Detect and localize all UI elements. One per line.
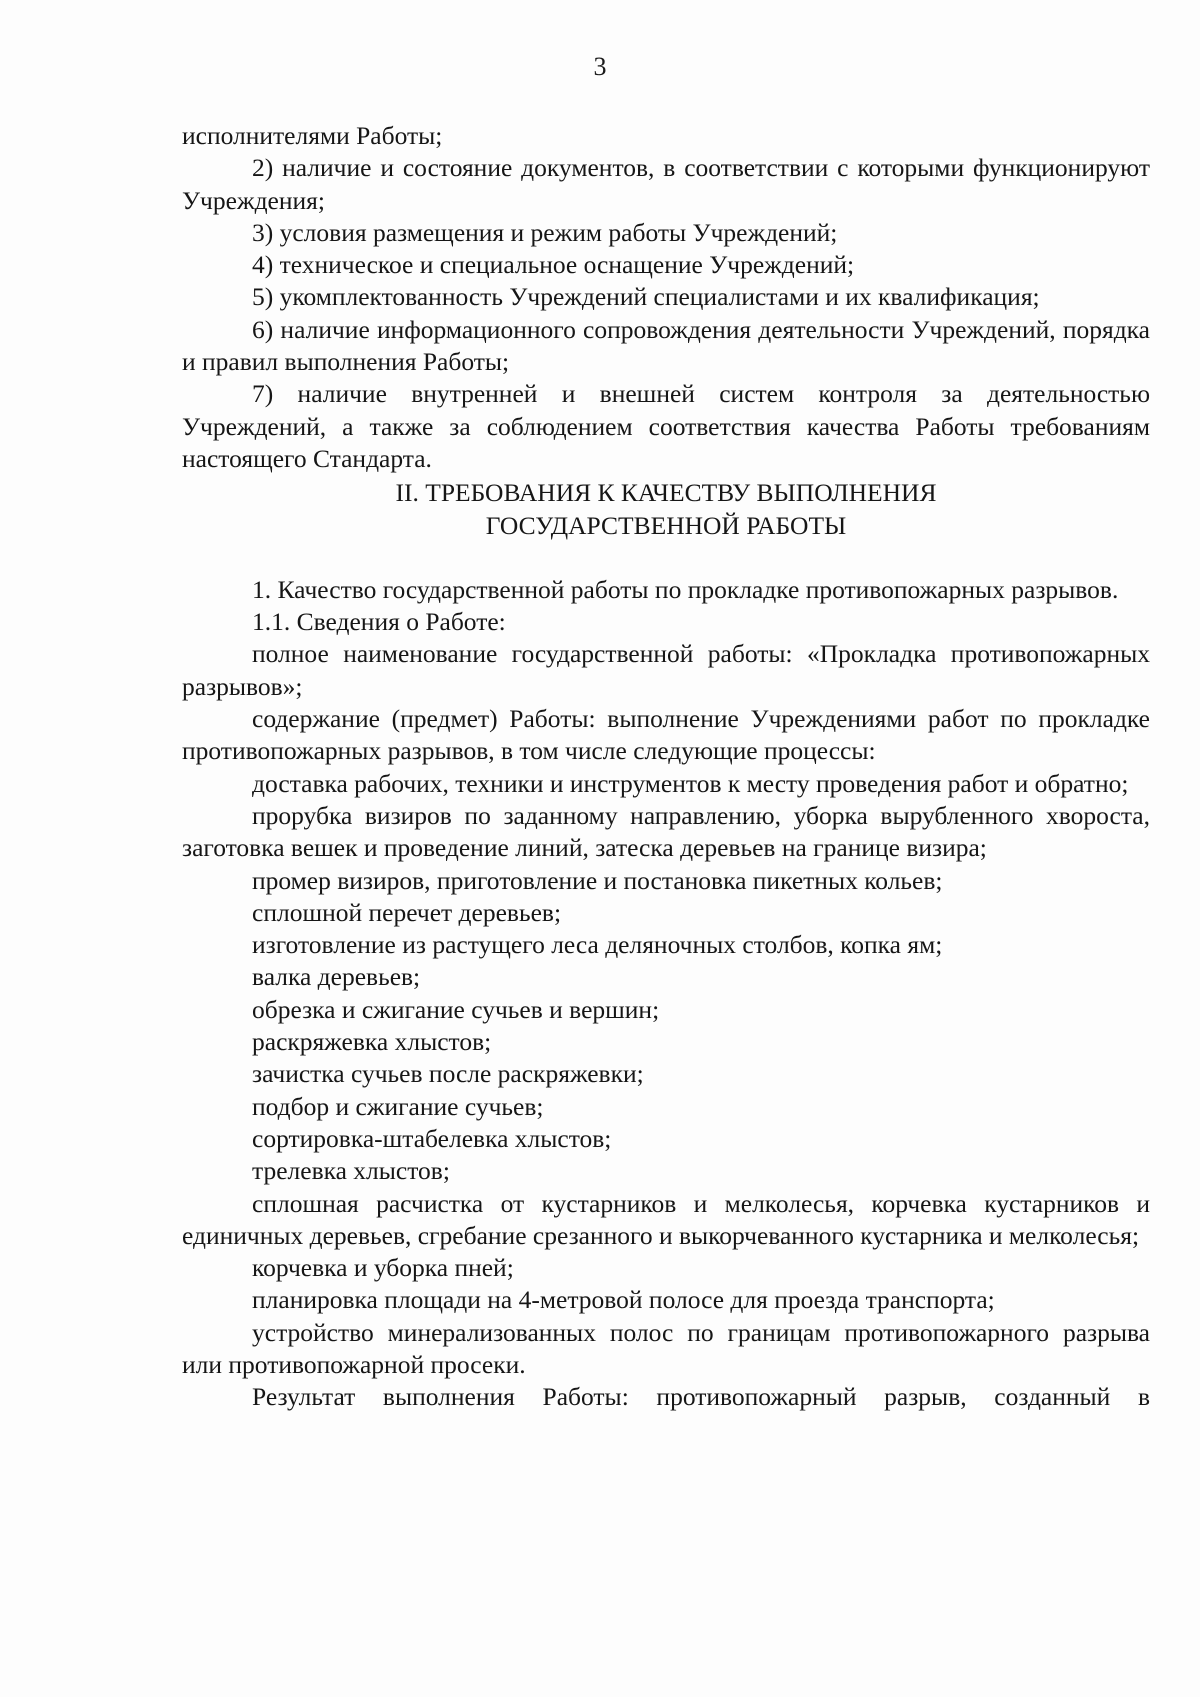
process-item: промер визиров, приготовление и постановка пикетных кольев; [252, 865, 943, 895]
list-item-7: 7) наличие внутренней и внешней систем контроля за деятельностью Учреждений, а также за соблюдением соответствия качества Работы требованиям настоящего Стандарта. [182, 379, 1150, 473]
paragraph-quality-intro: 1. Качество государственной работы по прокладке противопожарных разрывов. [252, 574, 1119, 604]
paragraph-work-result: Результат выполнения Работы: противопожарный разрыв, созданный в [252, 1382, 1150, 1412]
list-item-6: 6) наличие информационного сопровождения деятельности Учреждений, порядка и правил выполнения Работы; [182, 314, 1150, 377]
paragraph-full-name: полное наименование государственной работы: «Прокладка противопожарных разрывов»; [182, 639, 1150, 701]
process-item: корчевка и уборка пней; [252, 1253, 514, 1283]
list-item-3: 3) условия размещения и режим работы Учреждений; [252, 217, 838, 247]
process-item: подбор и сжигание сучьев; [252, 1091, 544, 1121]
paragraph-work-content: содержание (предмет) Работы: выполнение Учреждениями работ по прокладке противопожарных разрывов, в том числе следующие процессы: [182, 704, 1150, 766]
process-item: сплошная расчистка от кустарников и мелколесья, корчевка кустарников и единичных деревьев, сгребание срезанного и выкорчеванного кустарника и мелколесья; [182, 1188, 1150, 1250]
paragraph-continuation: исполнителями Работы; [182, 121, 443, 150]
process-item: обрезка и сжигание сучьев и вершин; [252, 994, 660, 1024]
process-item: изготовление из растущего леса деляночных столбов, копка ям; [252, 930, 943, 960]
process-item: зачистка сучьев после раскряжевки; [252, 1059, 644, 1089]
process-item: прорубка визиров по заданному направлению, уборка вырубленного хвороста, заготовка вешек и проведение линий, затеска деревьев на границе визира; [182, 800, 1150, 863]
process-item: сплошной перечет деревьев; [252, 897, 562, 927]
list-item-5: 5) укомплектованность Учреждений специалистами и их квалификация; [252, 282, 1040, 312]
section-heading-line-1: II. ТРЕБОВАНИЯ К КАЧЕСТВУ ВЫПОЛНЕНИЯ [395, 478, 937, 508]
page-number: 3 [593, 52, 607, 81]
process-item: сортировка-штабелевка хлыстов; [252, 1123, 612, 1153]
document-body [182, 120, 1150, 1414]
section-heading-line-2: ГОСУДАРСТВЕННОЙ РАБОТЫ [485, 510, 847, 540]
list-item-2: 2) наличие и состояние документов, в соответствии с которыми функционируют Учреждения; [182, 153, 1150, 215]
list-item-4: 4) техническое и специальное оснащение Учреждений; [252, 250, 855, 280]
process-item: доставка рабочих, техники и инструментов к месту проведения работ и обратно; [252, 768, 1129, 798]
process-item: раскряжевка хлыстов; [252, 1027, 492, 1057]
process-item: устройство минерализованных полос по границам противопожарного разрыва или противопожарной просеки. [182, 1317, 1150, 1379]
process-item: планировка площади на 4-метровой полосе для проезда транспорта; [252, 1285, 995, 1315]
section-heading [182, 475, 1150, 574]
paragraph-work-info: 1.1. Сведения о Работе: [252, 607, 506, 637]
process-item: трелевка хлыстов; [252, 1156, 450, 1186]
process-item: валка деревьев; [252, 962, 421, 992]
